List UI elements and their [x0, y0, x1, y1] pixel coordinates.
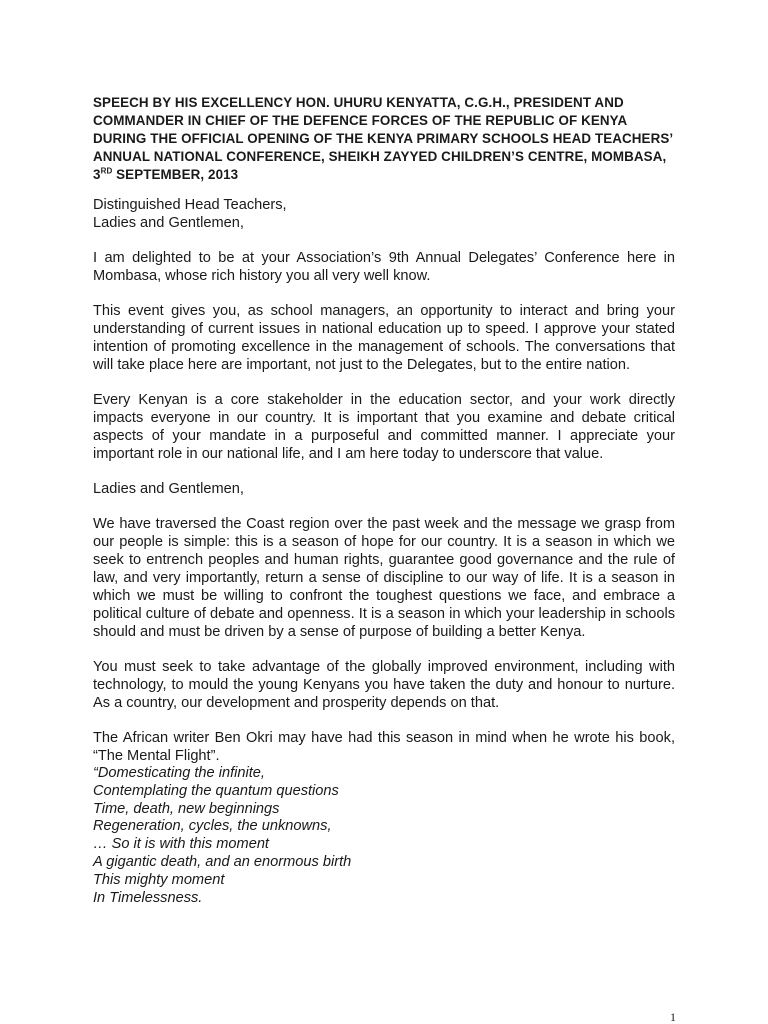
paragraph-4-salutation: Ladies and Gentlemen, — [93, 481, 244, 497]
paragraph-3: Every Kenyan is a core stakeholder in the education sector, and your work directly impacts everyone in our country. It is important that you examine and debate critical aspects of your mandate in a purposeful and committed manner. I appreciate your important role in our national life, and I am here today to underscore that value. — [93, 392, 675, 462]
salutation-line-1: Distinguished Head Teachers, — [93, 197, 287, 213]
opening-salutation — [93, 196, 675, 232]
paragraph-7: The African writer Ben Okri may have had this season in mind when he wrote his book, “The Mental Flight”. — [93, 730, 675, 764]
poem-line: In Timelessness. — [93, 889, 203, 906]
poem-line: Regeneration, cycles, the unknowns, — [93, 818, 332, 835]
poem-line: “Domesticating the infinite, — [93, 765, 265, 781]
speech-title-ordinal: RD — [100, 166, 113, 176]
salutation-line-2: Ladies and Gentlemen, — [93, 215, 244, 231]
paragraph-5: We have traversed the Coast region over the past week and the message we grasp from our people is simple: this is a season of hope for our country. It is a season in which we seek to entrench peoples and human rights, guarantee good governance and the rule of law, and very importantly, return a sense of discipline to our way of life. It is a season in which we must be willing to confront the toughest questions we face, and embrace a political culture of debate and openness. It is a season in which your leadership in schools should and must be driven by a sense of purpose of building a better Kenya. — [93, 516, 675, 640]
speech-title — [93, 94, 675, 184]
poem-line: This mighty moment — [93, 871, 225, 888]
poem-line: A gigantic death, and an enormous birth — [93, 853, 352, 870]
paragraph-6: You must seek to take advantage of the globally improved environment, including with technology, to mould the young Kenyans you have taken the duty and honour to nurture. As a country, our development and prosperity depends on that. — [93, 659, 675, 711]
paragraph-1: I am delighted to be at your Association’s 9th Annual Delegates’ Conference here in Mombasa, whose rich history you all very well know. — [93, 250, 675, 284]
speech-title-date: SEPTEMBER, 2013 — [112, 167, 239, 182]
poem-line: … So it is with this moment — [93, 836, 269, 853]
speech-title-text: SPEECH BY HIS EXCELLENCY HON. UHURU KENYATTA, C.G.H., PRESIDENT AND COMMANDER IN CHIEF OF THE DEFENCE FORCES OF THE REPUBLIC OF KENYA DURING THE OFFICIAL OPENING OF THE KENYA PRIMARY SCHOOLS HEAD TEACHERS’ ANNUAL NATIONAL CONFERENCE, SHEIKH ZAYYED CHILDREN’S CENTRE, MOMBASA, 3 — [93, 95, 673, 182]
document-body — [93, 94, 675, 907]
page-number: 1 — [670, 1010, 676, 1024]
poem-quote — [93, 765, 675, 907]
poem-line: Time, death, new beginnings — [93, 800, 280, 817]
poem-line: Contemplating the quantum questions — [93, 782, 339, 799]
paragraph-2: This event gives you, as school managers, an opportunity to interact and bring your understanding of current issues in national education up to speed. I approve your stated intention of promoting excellence in the management of schools. The conversations that will take place here are important, not just to the Delegates, but to the entire nation. — [93, 303, 675, 373]
